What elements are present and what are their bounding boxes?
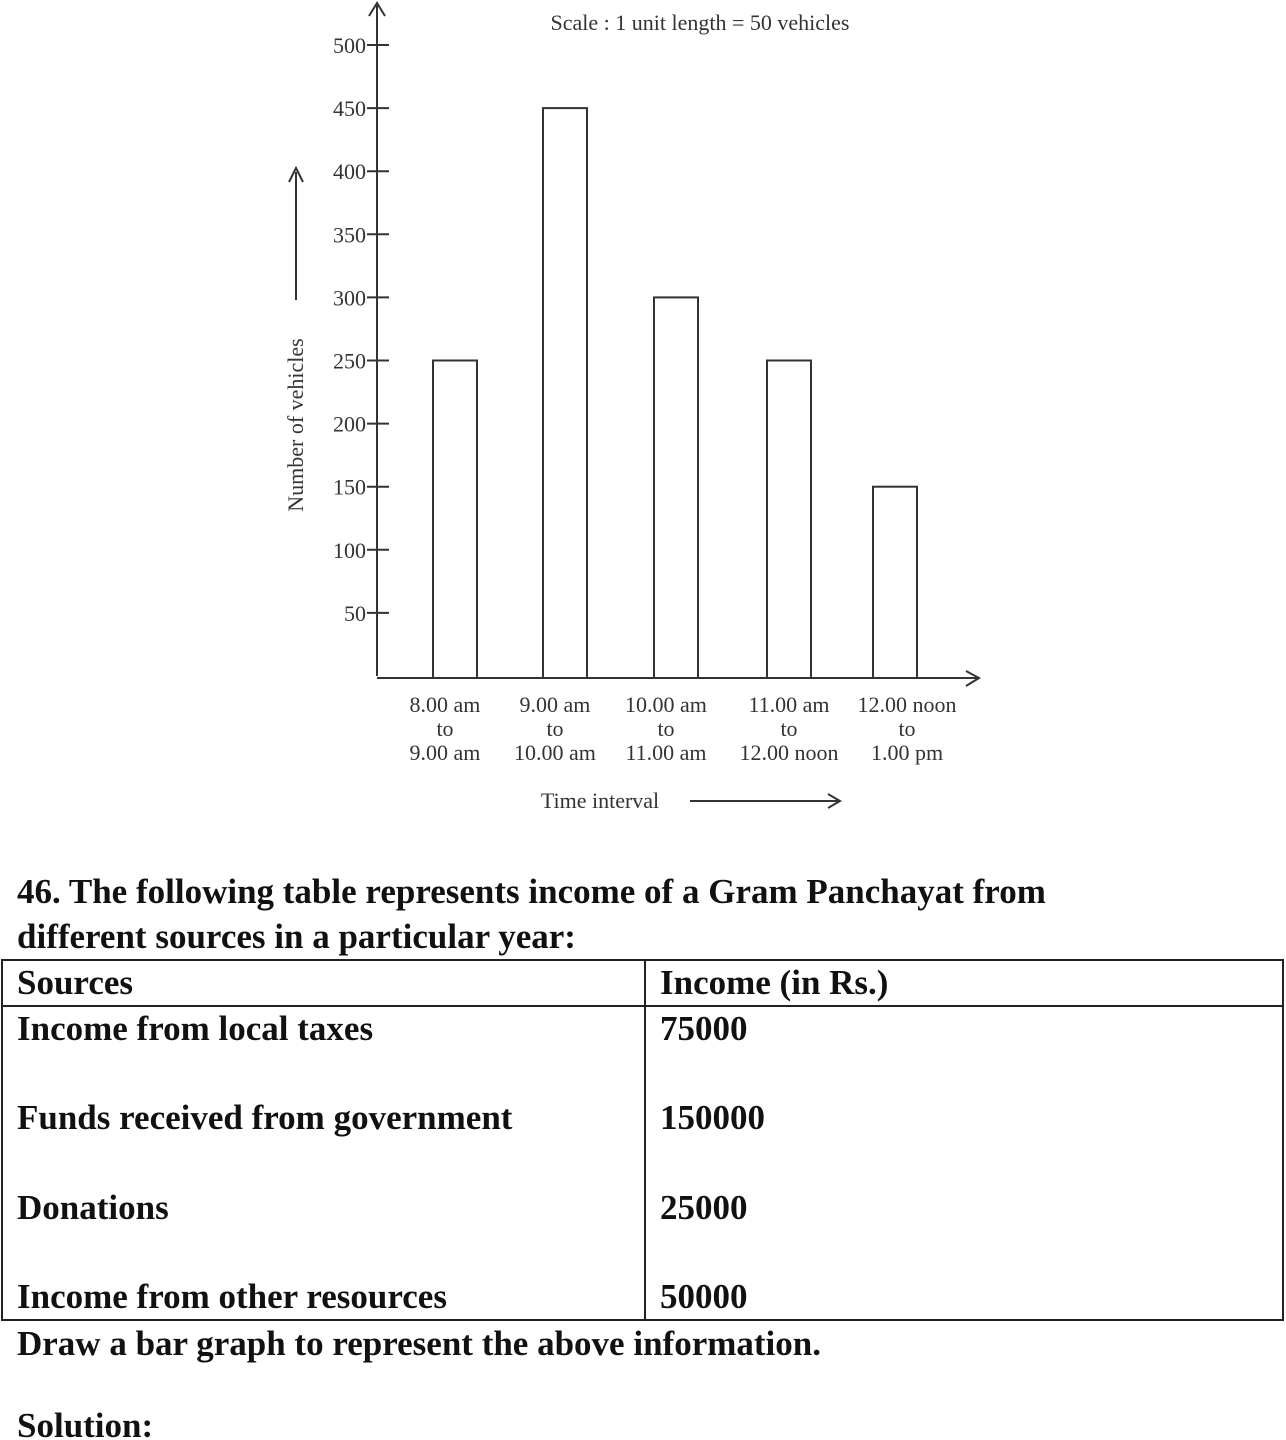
y-tick-label: 150 <box>333 474 366 500</box>
table-body-row <box>2 1006 1283 1320</box>
x-tick-label: 12.00 noon <box>739 740 839 765</box>
x-tick-label: 10.00 am <box>514 740 596 765</box>
x-tick-label: 10.00 am <box>625 692 707 717</box>
y-tick-label: 100 <box>333 537 366 563</box>
source-cell: Funds received from government <box>17 1098 513 1138</box>
x-tick-label: 8.00 am <box>409 692 481 717</box>
income-table <box>1 959 1284 1321</box>
x-tick-label: to <box>546 716 564 741</box>
bar <box>767 361 811 679</box>
x-tick-label: 1.00 pm <box>870 740 944 765</box>
chart-scale-title: Scale : 1 unit length = 50 vehicles <box>550 10 850 35</box>
source-cell: Donations <box>17 1187 169 1227</box>
y-tick-label: 450 <box>333 96 366 122</box>
x-tick-label: 9.00 am <box>519 692 591 717</box>
x-tick-label: 11.00 am <box>625 740 707 765</box>
x-tick-label: to <box>657 716 675 741</box>
y-tick-label: 400 <box>333 159 366 185</box>
instruction-text: Draw a bar graph to represent the above information. <box>17 1324 821 1363</box>
question-line-2: different sources in a particular year: <box>17 917 576 956</box>
x-tick-label: to <box>780 716 798 741</box>
solution-label: Solution: <box>17 1406 154 1440</box>
x-tick-label: to <box>436 716 454 741</box>
y-tick-label: 50 <box>344 600 366 626</box>
bar <box>433 361 477 679</box>
source-cell: Income from other resources <box>17 1276 447 1316</box>
x-tick-label: 12.00 noon <box>857 692 957 717</box>
y-tick-label: 300 <box>333 285 366 311</box>
table-header-row <box>2 960 1283 1006</box>
header-income: Income (in Rs.) <box>645 960 1283 1006</box>
source-cell: Income from local taxes <box>17 1009 374 1048</box>
y-tick-label: 350 <box>333 222 366 248</box>
income-cell: 150000 <box>660 1098 765 1138</box>
x-tick-label: 11.00 am <box>748 692 830 717</box>
y-tick-label: 500 <box>333 33 366 58</box>
income-cell: 50000 <box>660 1276 748 1316</box>
bar <box>873 487 917 678</box>
y-axis-label: Number of vehicles <box>283 338 308 512</box>
y-tick-label: 250 <box>333 348 366 374</box>
income-cell: 75000 <box>660 1009 748 1048</box>
x-tick-label: to <box>898 716 916 741</box>
x-axis-label: Time interval <box>540 788 660 813</box>
y-tick-label: 200 <box>333 411 366 437</box>
bar <box>543 108 587 678</box>
header-sources: Sources <box>2 960 645 1006</box>
x-tick-label: 9.00 am <box>409 740 481 765</box>
bar <box>654 297 698 678</box>
question-line-1: 46. The following table represents income of a Gram Panchayat from <box>17 872 1046 911</box>
income-cell: 25000 <box>660 1187 748 1227</box>
